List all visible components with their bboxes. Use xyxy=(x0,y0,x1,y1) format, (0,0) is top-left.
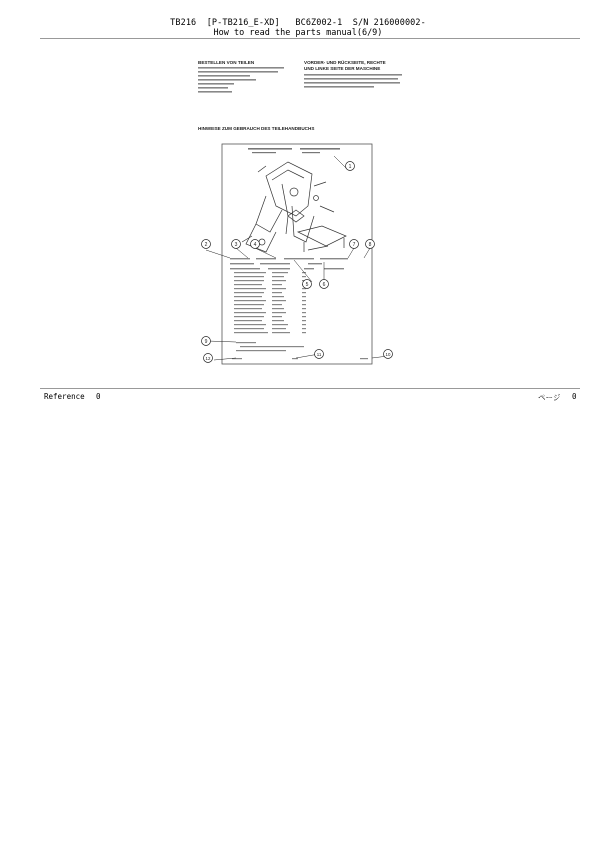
callout-3 xyxy=(232,240,241,249)
svg-text:6: 6 xyxy=(322,282,326,288)
right-heading-1: VORDER- UND RÜCKSEITE, RECHTE xyxy=(304,60,386,65)
scanned-manual-page xyxy=(196,56,404,370)
svg-text:9: 9 xyxy=(204,339,208,345)
svg-text:5: 5 xyxy=(305,282,309,288)
callout-2 xyxy=(202,240,211,249)
svg-text:1: 1 xyxy=(348,164,352,170)
svg-text:7: 7 xyxy=(352,242,356,248)
callout-6 xyxy=(320,280,329,289)
page-label: ページ xyxy=(538,393,561,402)
callout-11 xyxy=(315,350,324,359)
callout-7 xyxy=(350,240,359,249)
svg-text:4: 4 xyxy=(253,242,257,248)
document-header-line-2: How to read the parts manual(6/9) xyxy=(213,28,383,38)
callout-12 xyxy=(204,354,213,363)
callout-4 xyxy=(251,240,260,249)
svg-text:8: 8 xyxy=(368,242,372,248)
header-rule xyxy=(40,38,580,39)
reference-value: 0 xyxy=(96,392,101,401)
callout-8 xyxy=(366,240,375,249)
callout-5 xyxy=(303,280,312,289)
svg-text:11: 11 xyxy=(316,352,322,357)
document-header-line-1: TB216 [P-TB216_E-XD] BC6Z002-1 S/N 216000002- xyxy=(170,18,426,28)
callout-9 xyxy=(202,337,211,346)
left-body-text xyxy=(198,67,284,93)
svg-text:2: 2 xyxy=(204,242,208,248)
svg-text:10: 10 xyxy=(385,352,391,357)
reference-label: Reference xyxy=(44,392,85,401)
right-heading-2: UND LINKE SEITE DER MASCHINE xyxy=(304,66,381,71)
section-heading: HINWEISE ZUM GEBRAUCH DES TEILEHANDBUCHS xyxy=(198,126,315,131)
footer-rule xyxy=(40,388,580,389)
left-heading: BESTELLEN VON TEILEN xyxy=(198,60,255,65)
page-value: 0 xyxy=(572,392,577,401)
svg-text:3: 3 xyxy=(234,242,238,248)
sample-page-frame xyxy=(222,144,372,364)
svg-text:12: 12 xyxy=(205,356,211,361)
right-body-text xyxy=(304,74,402,88)
callout-1 xyxy=(346,162,355,171)
callout-10 xyxy=(384,350,393,359)
